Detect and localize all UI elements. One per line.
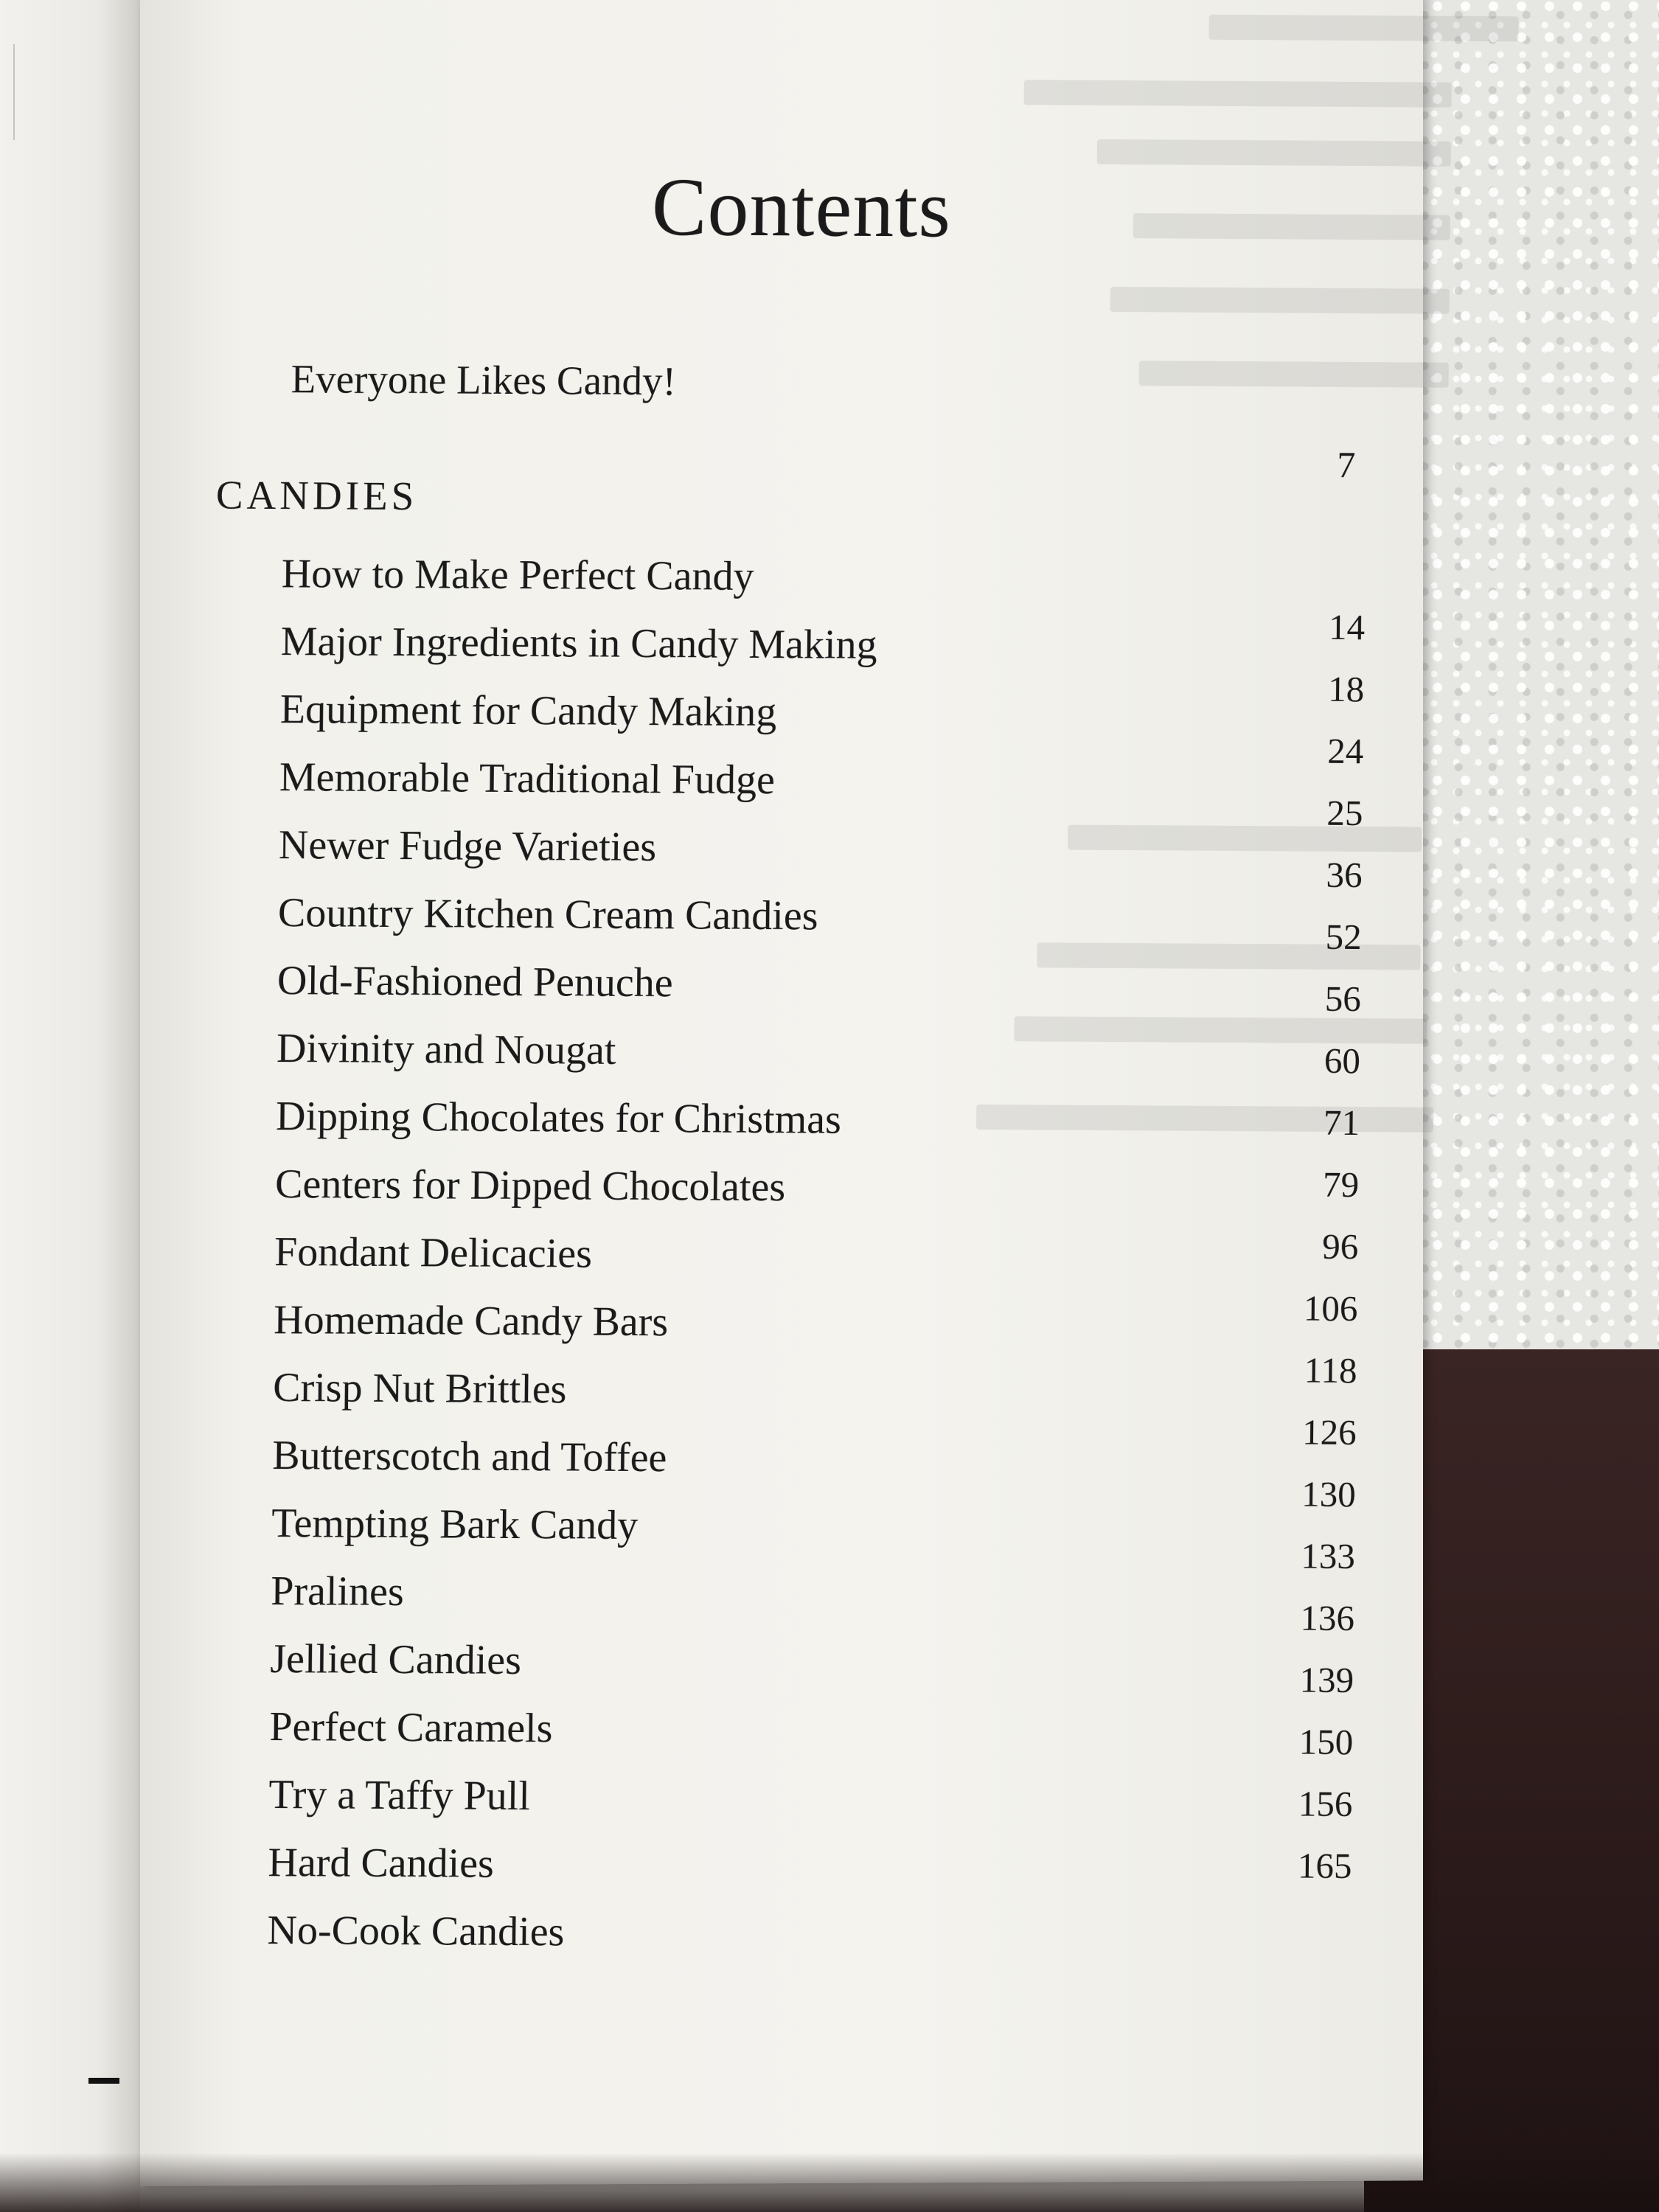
page-number: 18 (1327, 668, 1365, 710)
page-number: 150 (1298, 1721, 1354, 1763)
page-number: 25 (1326, 792, 1363, 834)
toc-entry: Centers for Dipped Chocolates (274, 1161, 786, 1211)
previous-page-edge (0, 0, 140, 2212)
intro-entry: Everyone Likes Candy! (291, 356, 677, 404)
intro-page-number: 7 (1337, 443, 1356, 485)
toc-entry: Fondant Delicacies (274, 1229, 593, 1277)
toc-entry: No-Cook Candies (267, 1907, 565, 1955)
toc-entry: Dipping Chocolates for Christmas (275, 1093, 842, 1143)
bottom-shadow (0, 2153, 1659, 2212)
background-wall (1401, 0, 1659, 1364)
toc-entry: Butterscotch and Toffee (271, 1433, 667, 1481)
page-number: 136 (1300, 1597, 1355, 1639)
toc-entry: Equipment for Candy Making (279, 686, 777, 736)
toc-entry: Jellied Candies (270, 1636, 522, 1684)
page-number: 130 (1301, 1473, 1357, 1515)
page-number: 56 (1324, 978, 1362, 1020)
page-number: 36 (1326, 854, 1363, 896)
page-number: 60 (1324, 1040, 1361, 1082)
toc-entry: Crisp Nut Brittles (272, 1365, 567, 1413)
page-number: 139 (1299, 1659, 1354, 1701)
page-number: 165 (1297, 1845, 1352, 1887)
toc-entry: Perfect Caramels (269, 1704, 553, 1752)
page-number: 71 (1323, 1102, 1360, 1144)
toc-entry: Divinity and Nougat (276, 1026, 616, 1074)
page-number: 106 (1303, 1287, 1358, 1329)
toc-entry: Memorable Traditional Fudge (279, 754, 776, 804)
page-number: 52 (1325, 916, 1362, 958)
toc-entry: Old-Fashioned Penuche (276, 958, 673, 1006)
spine-mark (0, 44, 15, 140)
toc-entry: Country Kitchen Cream Candies (277, 890, 818, 939)
toc-entry: Try a Taffy Pull (268, 1772, 531, 1820)
toc-entry: How to Make Perfect Candy (281, 551, 754, 600)
page-number: 118 (1304, 1349, 1357, 1391)
toc-entry: Hard Candies (268, 1840, 495, 1887)
page-number: 96 (1321, 1225, 1359, 1267)
toc-entry: Tempting Bark Candy (271, 1500, 639, 1549)
toc-entry: Newer Fudge Varieties (278, 822, 657, 871)
page-number: 126 (1301, 1411, 1357, 1453)
page-title: Contents (651, 161, 952, 255)
toc-entry: Pralines (271, 1568, 405, 1615)
page-number: 14 (1328, 606, 1366, 648)
toc-entry: Major Ingredients in Candy Making (280, 619, 877, 669)
page-number: 79 (1322, 1164, 1360, 1206)
toc-entry-list (267, 540, 1093, 1969)
toc-entry: Homemade Candy Bars (273, 1297, 669, 1346)
page-number-column (1226, 596, 1365, 1897)
page-number: 133 (1301, 1535, 1356, 1577)
page-edge-tick (88, 2078, 119, 2084)
contents-page (140, 0, 1423, 2186)
section-heading: CANDIES (215, 472, 418, 519)
page-number: 24 (1327, 730, 1364, 772)
page-number: 156 (1298, 1783, 1353, 1825)
